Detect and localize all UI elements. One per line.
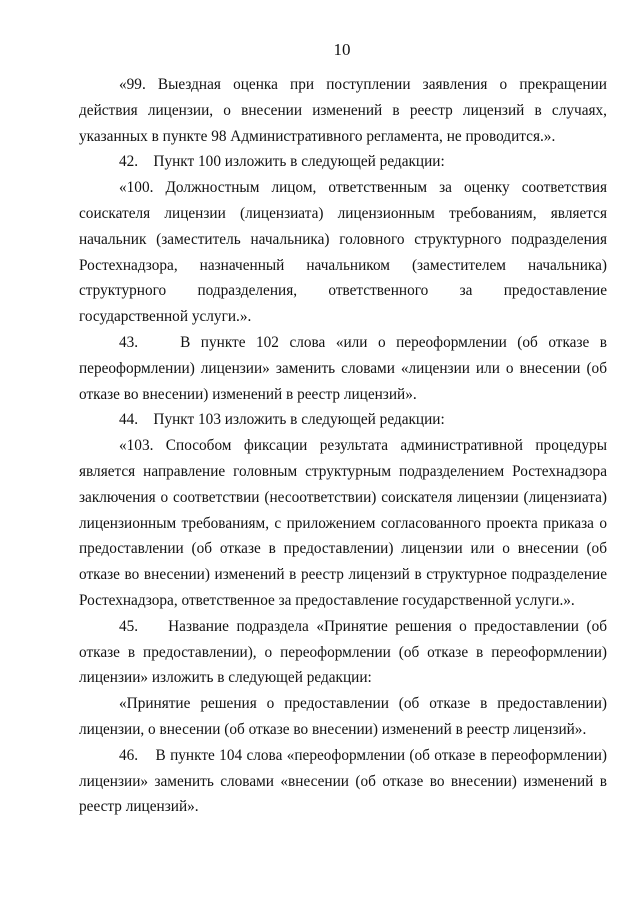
paragraph-item-46: 46. В пункте 104 слова «переоформлении (об отказе в переоформлении) лицензии» заменить словами «внесении (об отказе во внесении) изменений в реестр лицензий». <box>79 746 607 816</box>
paragraph-item-42: 42. Пункт 100 изложить в следующей редакции: <box>119 153 445 171</box>
paragraph-99: «99. Выездная оценка при поступлении заявления о прекращении действия лицензии, о внесении изменений в реестр лицензий в случаях, указанных в пункте 98 Административного регламента, не проводится.». <box>79 76 607 145</box>
paragraph-item-44: 44. Пункт 103 изложить в следующей редакции: <box>119 411 445 429</box>
page-number: 10 <box>333 40 351 59</box>
paragraph-100: «100. Должностным лицом, ответственным за оценку соответствия соискателя лицензии (лицензиата) лицензионным требованиям, является начальник (заместитель начальника) головного структурного подразделения Ростехнадзора, назначенный начальником (заместителем начальника) структурного подразделения, ответственного за предоставление государственной услуги.». <box>79 179 607 326</box>
paragraph-103: «103. Способом фиксации результата административной процедуры является направление головным структурным подразделением Ростехнадзора заключения о соответствии (несоответствии) соискателя лицензии (лицензиата) лицензионным требованиям, с приложением согласованного проекта приказа о предоставлении (об отказе в предоставлении) лицензии или о внесении (об отказе во внесении) изменений в реестр лицензий в структурное подразделение Ростехнадзора, ответственное за предоставление государственной услуги.». <box>79 437 607 609</box>
paragraph-subsection-title: «Принятие решения о предоставлении (об отказе в предоставлении) лицензии, о внесении (об отказе во внесении) изменений в реестр лицензий». <box>79 695 607 738</box>
paragraph-item-45: 45. Название подраздела «Принятие решения о предоставлении (об отказе в предоставлении), о переоформлении (об отказе в переоформлении) лицензии» изложить в следующей редакции: <box>79 617 607 687</box>
document-body <box>79 72 607 820</box>
paragraph-item-43: 43. В пункте 102 слова «или о переоформлении (об отказе в переоформлении) лицензии» заменить словами «лицензии или о внесении (об отказе во внесении) изменений в реестр лицензий». <box>79 333 607 403</box>
